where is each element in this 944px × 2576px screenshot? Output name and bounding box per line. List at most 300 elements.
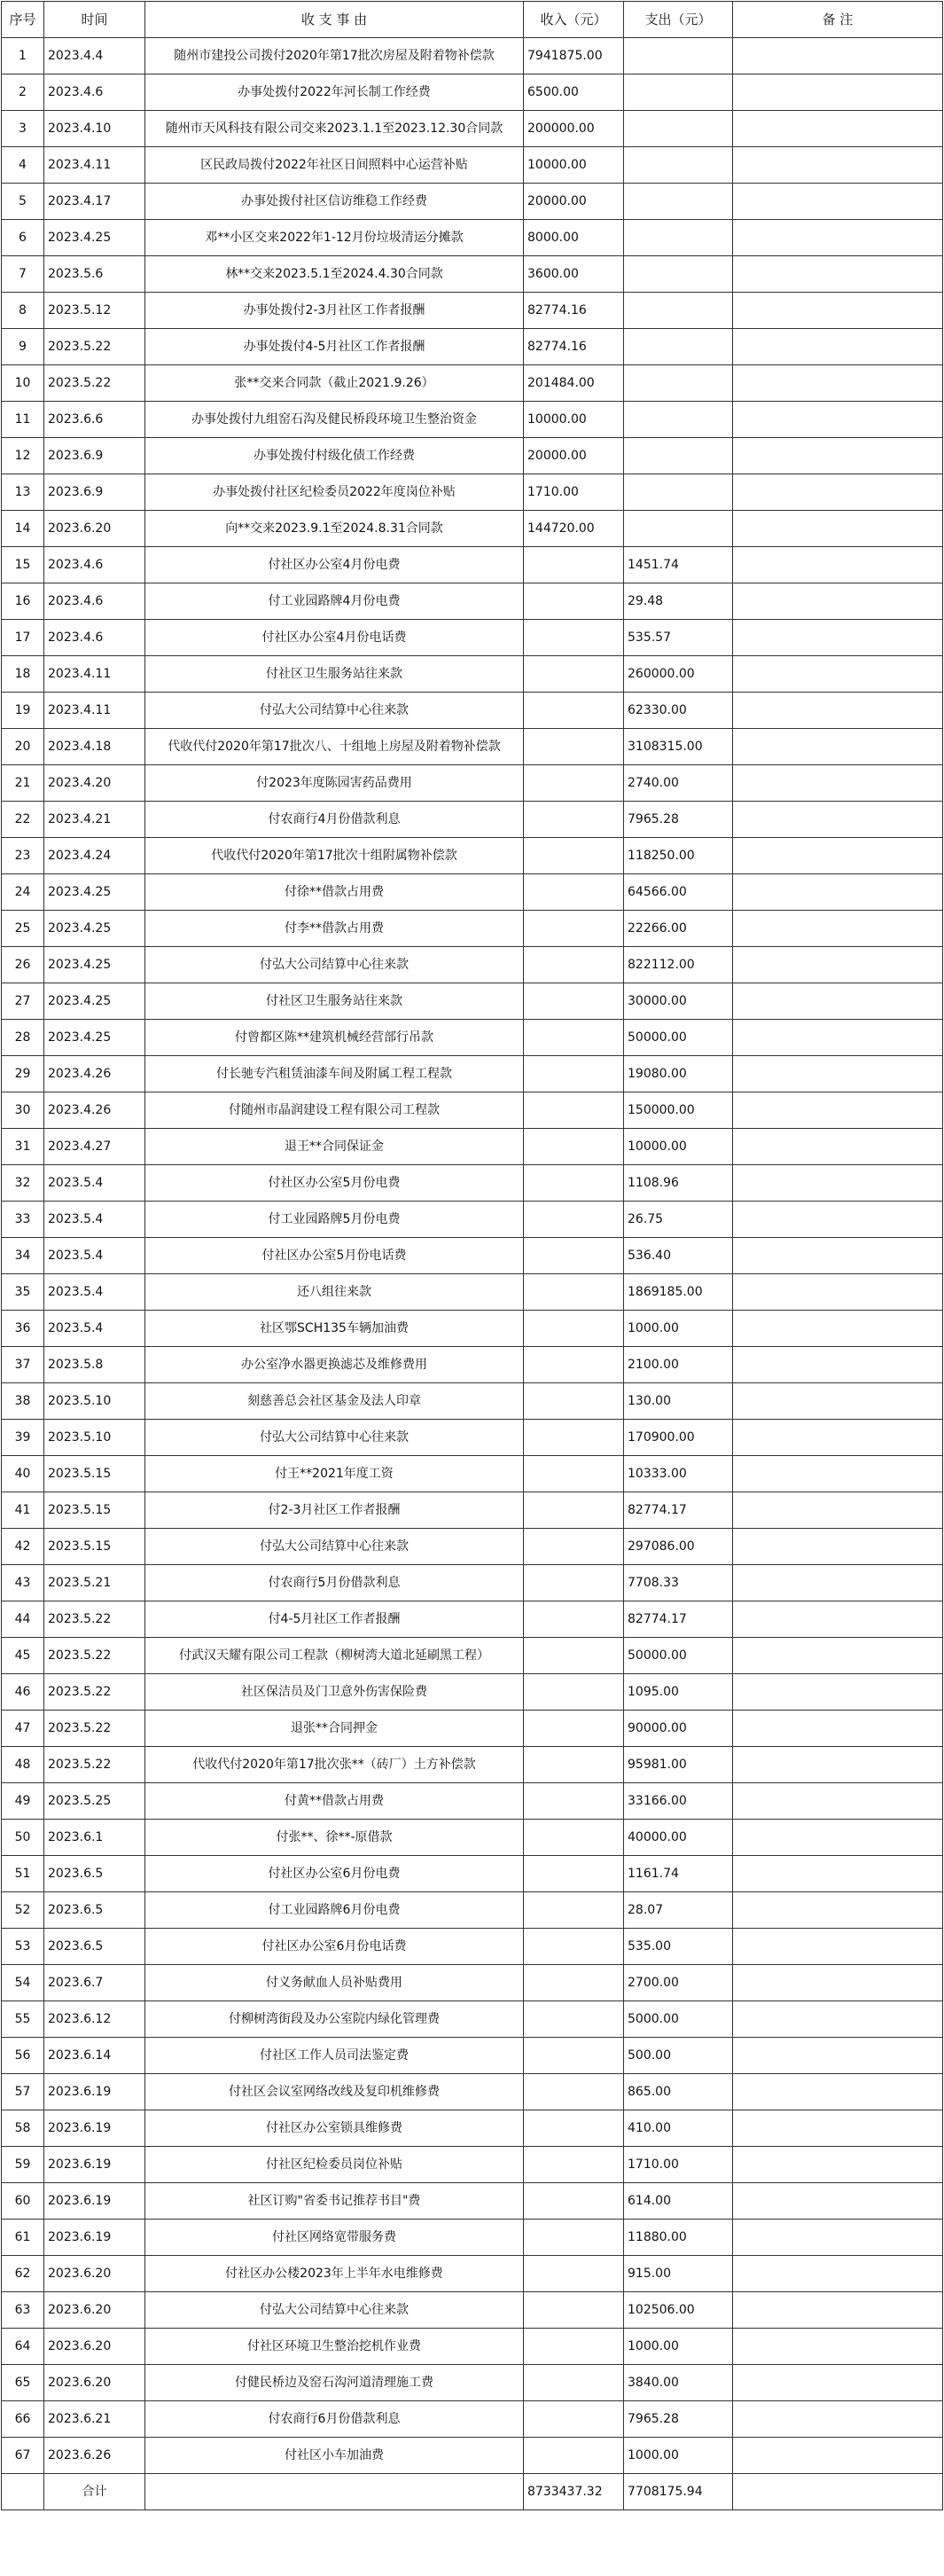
row-income: 82774.16 (524, 329, 624, 365)
row-expense: 90000.00 (624, 1711, 733, 1747)
row-date: 2023.4.25 (44, 1020, 145, 1056)
row-note (733, 1129, 943, 1165)
row-number: 33 (2, 1202, 44, 1238)
row-note (733, 1274, 943, 1311)
row-description: 付2-3月社区工作者报酬 (145, 1492, 524, 1529)
row-expense: 64566.00 (624, 874, 733, 911)
table-row (2, 1965, 943, 2001)
row-expense (624, 38, 733, 74)
row-number: 11 (2, 402, 44, 438)
row-date: 2023.5.4 (44, 1238, 145, 1274)
row-date: 2023.6.9 (44, 474, 145, 511)
row-income (524, 1711, 624, 1747)
row-description: 付工业园路牌5月份电费 (145, 1202, 524, 1238)
row-number: 44 (2, 1601, 44, 1638)
row-income: 6500.00 (524, 74, 624, 111)
row-description: 代收代付2020年第17批次张**（砖厂）土方补偿款 (145, 1747, 524, 1783)
row-description: 随州市建投公司拨付2020年第17批次房屋及附着物补偿款 (145, 38, 524, 74)
row-number: 51 (2, 1856, 44, 1892)
row-expense: 22266.00 (624, 911, 733, 947)
row-number: 47 (2, 1711, 44, 1747)
table-row (2, 147, 943, 184)
row-income (524, 802, 624, 838)
row-expense (624, 511, 733, 547)
row-income (524, 1238, 624, 1274)
row-number: 50 (2, 1820, 44, 1856)
row-description: 付社区卫生服务站往来款 (145, 983, 524, 1020)
row-description: 社区鄂SCH135车辆加油费 (145, 1311, 524, 1347)
table-row (2, 1456, 943, 1492)
row-expense: 2100.00 (624, 1347, 733, 1383)
row-date: 2023.5.22 (44, 1674, 145, 1711)
row-note (733, 1601, 943, 1638)
row-income (524, 1202, 624, 1238)
row-date: 2023.6.19 (44, 2147, 145, 2183)
row-expense: 1095.00 (624, 1674, 733, 1711)
row-income (524, 874, 624, 911)
row-date: 2023.5.4 (44, 1311, 145, 1347)
row-expense (624, 74, 733, 111)
row-number: 12 (2, 438, 44, 474)
table-row (2, 947, 943, 983)
table-row (2, 256, 943, 293)
table-row (2, 2365, 943, 2401)
row-income (524, 2220, 624, 2256)
table-row (2, 1747, 943, 1783)
table-row (2, 1638, 943, 1674)
row-number: 26 (2, 947, 44, 983)
row-note (733, 256, 943, 293)
row-income (524, 2401, 624, 2438)
row-description: 付社区办公室锁具维修费 (145, 2110, 524, 2147)
row-description: 付弘大公司结算中心往来款 (145, 947, 524, 983)
row-note (733, 74, 943, 111)
table-row (2, 874, 943, 911)
row-expense: 535.00 (624, 1929, 733, 1965)
row-description: 付工业园路牌6月份电费 (145, 1892, 524, 1929)
row-description: 办事处拨付4-5月社区工作者报酬 (145, 329, 524, 365)
row-description: 付社区办公室5月份电话费 (145, 1238, 524, 1274)
table-row (2, 1238, 943, 1274)
table-row (2, 1165, 943, 1202)
row-income: 20000.00 (524, 184, 624, 220)
row-income (524, 983, 624, 1020)
row-description: 社区订购"省委书记推荐书目"费 (145, 2183, 524, 2220)
row-description: 办事处拨付九组窑石沟及健民桥段环境卫生整治资金 (145, 402, 524, 438)
row-income (524, 2038, 624, 2074)
row-note (733, 365, 943, 402)
table-row (2, 1711, 943, 1747)
row-expense: 535.57 (624, 620, 733, 656)
table-row (2, 1202, 943, 1238)
row-note (733, 765, 943, 802)
row-date: 2023.6.9 (44, 438, 145, 474)
row-note (733, 1856, 943, 1892)
row-note (733, 2256, 943, 2292)
row-expense: 50000.00 (624, 1638, 733, 1674)
row-note (733, 38, 943, 74)
row-number: 57 (2, 2074, 44, 2110)
row-expense: 1869185.00 (624, 1274, 733, 1311)
row-income (524, 1565, 624, 1601)
row-date: 2023.5.10 (44, 1420, 145, 1456)
row-expense: 11880.00 (624, 2220, 733, 2256)
table-row (2, 620, 943, 656)
table-row (2, 2329, 943, 2365)
row-income (524, 583, 624, 620)
row-income: 82774.16 (524, 293, 624, 329)
row-note (733, 2438, 943, 2474)
row-date: 2023.4.6 (44, 583, 145, 620)
row-note (733, 1420, 943, 1456)
row-date: 2023.5.22 (44, 1601, 145, 1638)
row-expense (624, 402, 733, 438)
row-description: 付健民桥边及窑石沟河道清理施工费 (145, 2365, 524, 2401)
row-number: 4 (2, 147, 44, 184)
row-date: 2023.4.26 (44, 1056, 145, 1092)
row-note (733, 1820, 943, 1856)
row-expense: 1161.74 (624, 1856, 733, 1892)
table-row (2, 38, 943, 74)
row-expense (624, 147, 733, 184)
row-note (733, 511, 943, 547)
row-expense: 7965.28 (624, 802, 733, 838)
row-income (524, 2110, 624, 2147)
row-expense: 62330.00 (624, 693, 733, 729)
table-row (2, 1492, 943, 1529)
row-expense: 1710.00 (624, 2147, 733, 2183)
row-note (733, 693, 943, 729)
row-number: 19 (2, 693, 44, 729)
row-note (733, 111, 943, 147)
row-income (524, 2256, 624, 2292)
row-income (524, 1274, 624, 1311)
row-description: 退张**合同押金 (145, 1711, 524, 1747)
row-expense: 33166.00 (624, 1783, 733, 1820)
row-number: 2 (2, 74, 44, 111)
row-note (733, 2110, 943, 2147)
row-date: 2023.4.18 (44, 729, 145, 765)
row-income (524, 1820, 624, 1856)
row-number: 8 (2, 293, 44, 329)
row-number: 56 (2, 2038, 44, 2074)
header-desc: 收 支 事 由 (145, 2, 524, 38)
row-description: 区民政局拨付2022年社区日间照料中心运营补贴 (145, 147, 524, 184)
total-expense: 7708175.94 (624, 2474, 733, 2510)
row-description: 付弘大公司结算中心往来款 (145, 2292, 524, 2329)
table-row (2, 1529, 943, 1565)
row-expense (624, 220, 733, 256)
row-date: 2023.6.21 (44, 2401, 145, 2438)
row-note (733, 947, 943, 983)
table-row (2, 547, 943, 583)
row-number: 23 (2, 838, 44, 874)
row-date: 2023.5.10 (44, 1383, 145, 1420)
row-number: 6 (2, 220, 44, 256)
row-income: 1710.00 (524, 474, 624, 511)
row-description: 付弘大公司结算中心往来款 (145, 693, 524, 729)
table-row (2, 1420, 943, 1456)
row-income (524, 1929, 624, 1965)
row-expense: 3108315.00 (624, 729, 733, 765)
row-date: 2023.4.26 (44, 1092, 145, 1129)
row-date: 2023.5.22 (44, 1747, 145, 1783)
row-income: 3600.00 (524, 256, 624, 293)
row-income (524, 1492, 624, 1529)
row-description: 林**交来2023.5.1至2024.4.30合同款 (145, 256, 524, 293)
row-description: 付黄**借款占用费 (145, 1783, 524, 1820)
row-number: 7 (2, 256, 44, 293)
row-expense: 19080.00 (624, 1056, 733, 1092)
row-number: 9 (2, 329, 44, 365)
row-number: 27 (2, 983, 44, 1020)
row-income (524, 2438, 624, 2474)
table-row (2, 765, 943, 802)
row-income (524, 547, 624, 583)
row-expense: 102506.00 (624, 2292, 733, 2329)
row-expense: 1000.00 (624, 1311, 733, 1347)
row-date: 2023.4.21 (44, 802, 145, 838)
row-description: 邓**小区交来2022年1-12月份垃圾清运分摊款 (145, 220, 524, 256)
table-row (2, 1056, 943, 1092)
row-income: 10000.00 (524, 147, 624, 184)
table-row (2, 2110, 943, 2147)
row-description: 社区保洁员及门卫意外伤害保险费 (145, 1674, 524, 1711)
row-date: 2023.4.20 (44, 765, 145, 802)
row-note (733, 2329, 943, 2365)
row-expense: 82774.17 (624, 1601, 733, 1638)
row-number: 64 (2, 2329, 44, 2365)
row-expense: 130.00 (624, 1383, 733, 1420)
row-note (733, 1383, 943, 1420)
row-date: 2023.4.25 (44, 874, 145, 911)
row-expense: 82774.17 (624, 1492, 733, 1529)
row-note (733, 1747, 943, 1783)
row-note (733, 474, 943, 511)
row-expense (624, 111, 733, 147)
table-row (2, 729, 943, 765)
row-number: 1 (2, 38, 44, 74)
row-date: 2023.4.17 (44, 184, 145, 220)
row-note (733, 1565, 943, 1601)
table-row (2, 693, 943, 729)
row-date: 2023.6.20 (44, 2256, 145, 2292)
row-date: 2023.6.19 (44, 2183, 145, 2220)
row-description: 付社区办公楼2023年上半年水电维修费 (145, 2256, 524, 2292)
row-number: 41 (2, 1492, 44, 1529)
row-expense (624, 256, 733, 293)
row-description: 付社区办公室6月份电话费 (145, 1929, 524, 1965)
row-expense (624, 474, 733, 511)
row-expense: 150000.00 (624, 1092, 733, 1129)
row-number: 48 (2, 1747, 44, 1783)
row-number: 28 (2, 1020, 44, 1056)
row-description: 付农商行4月份借款利息 (145, 802, 524, 838)
table-row (2, 2292, 943, 2329)
row-description: 办事处拨付社区纪检委员2022年度岗位补贴 (145, 474, 524, 511)
table-row (2, 802, 943, 838)
row-number: 17 (2, 620, 44, 656)
row-date: 2023.6.19 (44, 2074, 145, 2110)
row-expense (624, 184, 733, 220)
row-description: 付社区办公室4月份电话费 (145, 620, 524, 656)
row-note (733, 2183, 943, 2220)
row-income (524, 1783, 624, 1820)
row-income (524, 2292, 624, 2329)
row-number: 32 (2, 1165, 44, 1202)
row-date: 2023.4.24 (44, 838, 145, 874)
row-description: 付社区卫生服务站往来款 (145, 656, 524, 693)
row-number: 63 (2, 2292, 44, 2329)
row-number: 66 (2, 2401, 44, 2438)
row-expense: 410.00 (624, 2110, 733, 2147)
row-description: 办事处拨付社区信访维稳工作经费 (145, 184, 524, 220)
table-row (2, 2220, 943, 2256)
row-note (733, 1783, 943, 1820)
total-label: 合计 (44, 2474, 145, 2510)
row-income (524, 838, 624, 874)
row-note (733, 147, 943, 184)
row-description: 付随州市晶润建设工程有限公司工程款 (145, 1092, 524, 1129)
row-date: 2023.6.12 (44, 2001, 145, 2038)
row-expense: 40000.00 (624, 1820, 733, 1856)
row-expense: 95981.00 (624, 1747, 733, 1783)
table-row (2, 1311, 943, 1347)
row-description: 付农商行6月份借款利息 (145, 2401, 524, 2438)
row-note (733, 2001, 943, 2038)
row-note (733, 2292, 943, 2329)
row-income (524, 1529, 624, 1565)
row-expense: 10333.00 (624, 1456, 733, 1492)
row-number: 65 (2, 2365, 44, 2401)
row-date: 2023.5.21 (44, 1565, 145, 1601)
row-expense: 2700.00 (624, 1965, 733, 2001)
row-income (524, 2074, 624, 2110)
row-note (733, 838, 943, 874)
row-description: 付社区会议室网络改线及复印机维修费 (145, 2074, 524, 2110)
row-date: 2023.6.14 (44, 2038, 145, 2074)
row-date: 2023.6.19 (44, 2110, 145, 2147)
row-date: 2023.6.1 (44, 1820, 145, 1856)
row-income (524, 1747, 624, 1783)
row-income (524, 1311, 624, 1347)
row-date: 2023.4.6 (44, 74, 145, 111)
table-row (2, 474, 943, 511)
total-desc-cell (145, 2474, 524, 2510)
row-note (733, 1929, 943, 1965)
row-date: 2023.5.22 (44, 1638, 145, 1674)
row-income (524, 656, 624, 693)
table-row (2, 2038, 943, 2074)
row-income: 10000.00 (524, 402, 624, 438)
row-income (524, 947, 624, 983)
row-expense: 5000.00 (624, 2001, 733, 2038)
row-date: 2023.6.20 (44, 2329, 145, 2365)
row-income (524, 1601, 624, 1638)
table-row (2, 365, 943, 402)
row-date: 2023.6.7 (44, 1965, 145, 2001)
table-row (2, 1783, 943, 1820)
row-date: 2023.5.8 (44, 1347, 145, 1383)
row-description: 还八组往来款 (145, 1274, 524, 1311)
row-date: 2023.5.15 (44, 1529, 145, 1565)
row-number: 20 (2, 729, 44, 765)
row-note (733, 2220, 943, 2256)
row-number: 29 (2, 1056, 44, 1092)
ledger-table (1, 1, 943, 2510)
header-no: 序号 (2, 2, 44, 38)
row-date: 2023.5.6 (44, 256, 145, 293)
table-row (2, 1347, 943, 1383)
table-row (2, 2401, 943, 2438)
row-note (733, 220, 943, 256)
row-expense: 915.00 (624, 2256, 733, 2292)
total-income: 8733437.32 (524, 2474, 624, 2510)
row-income (524, 2365, 624, 2401)
header-income: 收入（元） (524, 2, 624, 38)
row-number: 37 (2, 1347, 44, 1383)
row-note (733, 1492, 943, 1529)
row-description: 办公室净水器更换滤芯及维修费用 (145, 1347, 524, 1383)
row-note (733, 1056, 943, 1092)
row-income (524, 693, 624, 729)
row-note (733, 656, 943, 693)
row-note (733, 2365, 943, 2401)
row-date: 2023.4.11 (44, 147, 145, 184)
row-expense: 536.40 (624, 1238, 733, 1274)
row-number: 67 (2, 2438, 44, 2474)
row-income: 20000.00 (524, 438, 624, 474)
row-description: 办事处拨付村级化债工作经费 (145, 438, 524, 474)
row-date: 2023.4.25 (44, 947, 145, 983)
table-row (2, 438, 943, 474)
row-date: 2023.4.11 (44, 656, 145, 693)
header-note: 备 注 (733, 2, 943, 38)
row-note (733, 1456, 943, 1492)
row-note (733, 911, 943, 947)
table-row (2, 2001, 943, 2038)
row-income (524, 1638, 624, 1674)
row-description: 办事处拨付2-3月社区工作者报酬 (145, 293, 524, 329)
row-income (524, 1383, 624, 1420)
row-number: 45 (2, 1638, 44, 1674)
row-note (733, 329, 943, 365)
row-income: 201484.00 (524, 365, 624, 402)
row-number: 53 (2, 1929, 44, 1965)
row-date: 2023.6.20 (44, 2365, 145, 2401)
row-number: 31 (2, 1129, 44, 1165)
table-row (2, 838, 943, 874)
row-number: 18 (2, 656, 44, 693)
table-row (2, 2147, 943, 2183)
total-note-cell (733, 2474, 943, 2510)
table-row (2, 220, 943, 256)
row-description: 付张**、徐**-原借款 (145, 1820, 524, 1856)
row-note (733, 1020, 943, 1056)
row-note (733, 293, 943, 329)
table-row (2, 2183, 943, 2220)
row-income (524, 729, 624, 765)
row-description: 代收代付2020年第17批次十组附属物补偿款 (145, 838, 524, 874)
row-income (524, 1092, 624, 1129)
row-date: 2023.5.15 (44, 1492, 145, 1529)
table-row (2, 184, 943, 220)
table-row (2, 293, 943, 329)
table-row (2, 583, 943, 620)
row-date: 2023.4.4 (44, 38, 145, 74)
table-row (2, 1892, 943, 1929)
row-income: 200000.00 (524, 111, 624, 147)
